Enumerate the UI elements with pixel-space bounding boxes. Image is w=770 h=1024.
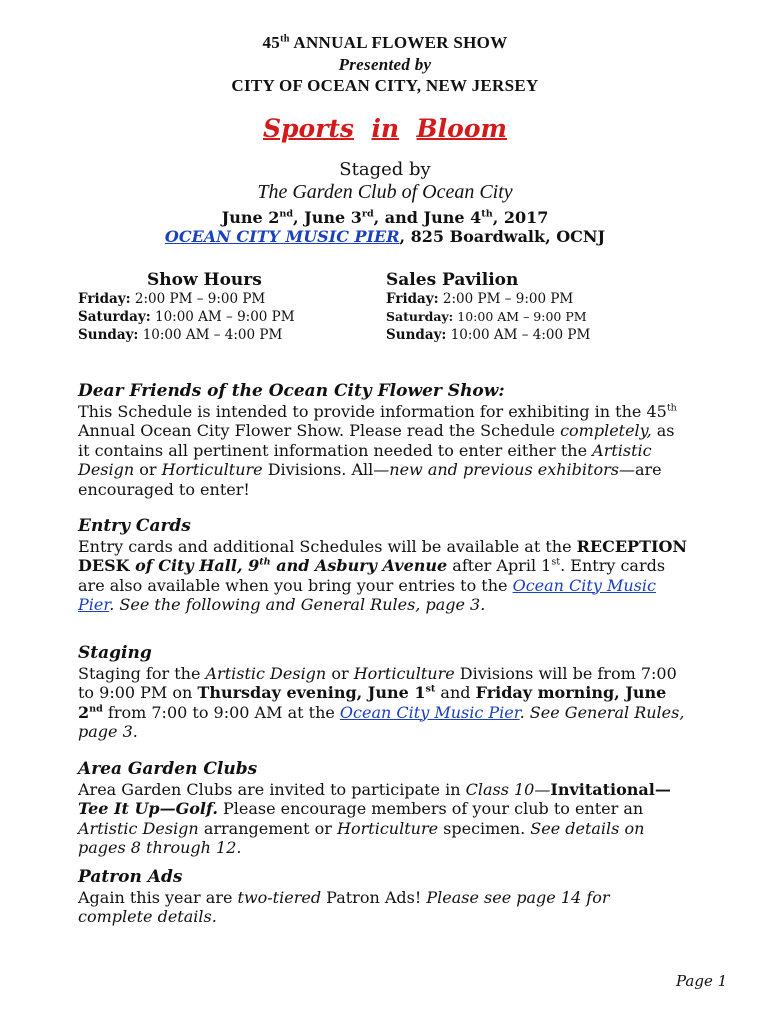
sales-sunday: Sunday: 10:00 AM – 4:00 PM: [386, 327, 591, 343]
show-hours-list: [78, 290, 295, 344]
area-clubs-section: [78, 760, 688, 858]
intro-paragraph: This Schedule is intended to provide information for exhibiting in the 45th Annual Ocean City Flower Show. Please read the Schedule completely, as it contains all pertinent information needed to enter either the Artistic Design or Horticulture Divisions. All—new and previous exhibitors—are encouraged to enter!: [78, 401, 677, 499]
sales-friday: Friday: 2:00 PM – 9:00 PM: [386, 291, 574, 307]
staging-heading: Staging: [78, 643, 152, 663]
club-name: The Garden Club of Ocean City: [257, 181, 513, 203]
title-word-bloom: Bloom: [416, 114, 507, 143]
header-line-1: 45th ANNUAL FLOWER SHOW: [262, 33, 508, 52]
header-city: CITY OF OCEAN CITY, NEW JERSEY: [231, 76, 539, 95]
patron-ads-section: [78, 868, 688, 927]
intro-heading: Dear Friends of the Ocean City Flower Show:: [78, 381, 505, 401]
staging-section: [78, 644, 688, 742]
sales-pavilion-title: Sales Pavilion: [386, 270, 519, 290]
show-hours-friday: Friday: 2:00 PM – 9:00 PM: [78, 291, 266, 307]
staged-by: Staged by: [339, 159, 431, 180]
title-word-in: in: [371, 114, 400, 143]
entry-cards-paragraph: Entry cards and additional Schedules will be available at the RECEPTION DESK of City Hall, 9th and Asbury Avenue after April 1st. Entry cards are also available when you bring your entries to the Ocean City Music Pier. See the following and General Rules, page 3.: [78, 536, 688, 614]
music-pier-link[interactable]: OCEAN CITY MUSIC PIER: [164, 227, 400, 246]
staging-paragraph: Staging for the Artistic Design or Horticulture Divisions will be from 7:00 to 9:00 PM on Thursday evening, June 1st and Friday morning, June 2nd from 7:00 to 9:00 AM at the Ocean City Music Pier. See General Rules, page 3.: [78, 663, 685, 741]
page-number: Page 1: [676, 972, 728, 990]
music-pier-link-staging[interactable]: Ocean City Music Pier: [339, 702, 520, 722]
sales-saturday: Saturday: 10:00 AM – 9:00 PM: [386, 309, 587, 324]
show-hours-sunday: Sunday: 10:00 AM – 4:00 PM: [78, 327, 283, 343]
title-word-sports: Sports: [263, 114, 355, 143]
show-hours-title: Show Hours: [147, 270, 262, 290]
area-clubs-paragraph: Area Garden Clubs are invited to participate in Class 10—Invitational—Tee It Up—Golf. Please encourage members of your club to enter an Artistic Design arrangement or Horticulture specimen. See details on pages 8 through 12.: [78, 779, 671, 857]
area-clubs-heading: Area Garden Clubs: [78, 759, 258, 779]
entry-cards-heading: Entry Cards: [78, 516, 191, 536]
show-title: [0, 114, 770, 143]
venue-line: OCEAN CITY MUSIC PIER, 825 Boardwalk, OCNJ: [164, 227, 606, 246]
show-hours-saturday: Saturday: 10:00 AM – 9:00 PM: [78, 309, 295, 325]
patron-ads-paragraph: Again this year are two-tiered Patron Ads! Please see page 14 for complete details.: [78, 887, 610, 926]
music-pier-link-entry[interactable]: Ocean City Music Pier: [78, 575, 656, 614]
header-presented-by: Presented by: [338, 55, 432, 74]
patron-ads-heading: Patron Ads: [78, 867, 183, 887]
entry-cards-section: [78, 517, 688, 615]
show-dates: June 2nd, June 3rd, and June 4th, 2017: [221, 208, 549, 227]
intro-section: [78, 382, 688, 499]
sales-pavilion-list: [386, 290, 590, 344]
